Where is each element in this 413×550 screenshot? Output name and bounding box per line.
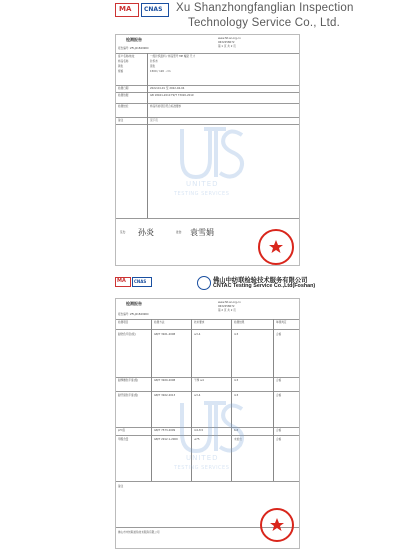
official-seal <box>258 229 294 265</box>
table-cell: GB/T 7573-2009 <box>154 429 176 432</box>
watermark-sub: TESTING SERVICES <box>174 191 230 197</box>
watermark-2 <box>168 399 248 479</box>
row-label: 规格 <box>118 70 124 73</box>
table-cell: 合格 <box>276 438 282 441</box>
col-header: 单项判定 <box>276 321 287 324</box>
table-cell: 合格 <box>276 333 282 336</box>
table-cell: 4.0-8.5 <box>194 429 204 432</box>
cnas-logo-text: CNAS <box>144 6 163 13</box>
col-header: 技术要求 <box>194 321 205 324</box>
star-icon <box>260 231 292 263</box>
row-value: 样品所检项目符合标准要求 <box>150 105 182 108</box>
banner-cn-name: 佛山中纺联检验技术服务有限公司 <box>213 277 308 284</box>
phone-text: 0632258672 <box>218 305 235 308</box>
report-number: ZFLJ2184990C <box>130 47 149 50</box>
row-label: 备注 <box>118 119 124 122</box>
cnas-logo-small <box>132 277 152 287</box>
table-cell: 合格 <box>276 394 282 397</box>
row-label: 检测依据 <box>118 94 129 97</box>
col-header: 检测方法 <box>154 321 165 324</box>
row-value: 见下页 <box>150 119 158 122</box>
row-label: 颜色 <box>118 65 124 68</box>
site-text: www.fzt.sz.org.cn <box>218 37 241 40</box>
report-number: ZFLJ2184990C <box>130 313 149 316</box>
table-cell: GB/T 2912.1-2009 <box>154 438 178 441</box>
table-cell: GB/T 3921-2008 <box>154 333 176 336</box>
cnas-logo-small-text: CNAS <box>134 279 147 284</box>
row-value: 针织布 <box>150 60 158 63</box>
report-title: 检测报告 <box>126 301 142 306</box>
cma-logo-small <box>115 277 131 287</box>
row-value: GB 18401-2010 FZ/T 73020-2019 <box>150 94 194 97</box>
table-cell: 合格 <box>276 429 282 432</box>
table-cell: 耐汗渍色牢度(级) <box>118 394 139 397</box>
page-number: 第 2 页 共 2 页 <box>218 309 236 312</box>
footer-text: 佛山市中纺联检验技术服务有限公司 <box>118 531 160 534</box>
report-title: 检测报告 <box>126 37 142 42</box>
table-cell: 合格 <box>276 379 282 382</box>
watermark <box>168 125 248 205</box>
table-cell: 耐洗色牢度(级) <box>118 333 136 336</box>
table-cell: ≤75 <box>194 438 200 441</box>
row-value: 2022-04-01 至 2022-04-04 <box>150 87 185 90</box>
row-label: 客户名称/地址 <box>118 55 135 58</box>
table-cell: GB/T 3920-2008 <box>154 379 176 382</box>
company-name-line1: Xu Shanzhongfanglian Inspection <box>176 2 354 14</box>
table-cell: ≥3-4 <box>194 333 201 336</box>
row-label: 样品名称 <box>118 60 129 63</box>
cma-logo <box>115 3 139 17</box>
watermark-text: UNITED <box>186 454 219 462</box>
table-cell: 4-5 <box>234 379 239 382</box>
banner-logo-icon <box>197 276 211 290</box>
table-cell: 耐摩擦色牢度(级) <box>118 379 139 382</box>
report-number-label: 报告编号： <box>118 47 131 50</box>
row-value: 黑色 <box>150 65 156 68</box>
phone-text: 0632258672 <box>218 41 235 44</box>
table-cell: 4-5 <box>234 394 239 397</box>
table-cell: 未检出 <box>234 438 242 441</box>
notes-label: 备注 <box>118 485 124 488</box>
table-cell: ≥3-4 <box>194 394 201 397</box>
signer-label: 签发： <box>120 231 128 234</box>
row-value: 1500 / 120 · cm <box>150 70 171 73</box>
table-cell: 干摩 ≥4 <box>194 379 204 382</box>
row-value: 一级针织面料 / 样品型号 MP 幅宽 尺寸 <box>150 55 196 58</box>
page-number: 第 1 页 共 2 页 <box>218 45 236 48</box>
col-header: 检测结果 <box>234 321 245 324</box>
table-cell: pH 值 <box>118 429 126 432</box>
approver-label: 批准： <box>176 231 184 234</box>
cma-logo-text: MA <box>119 5 132 13</box>
approver-signature: 袁雪娟 <box>190 228 214 237</box>
signer-signature: 孙炎 <box>138 228 154 237</box>
site-text: www.fzt.sz.org.cn <box>218 301 241 304</box>
col-header: 检测项目 <box>118 321 129 324</box>
table-cell: 4-5 <box>234 333 239 336</box>
watermark-text: UNITED <box>186 180 219 188</box>
banner-en-name: CNTAC Testing Service Co.,Ltd(Foshan) <box>213 283 316 289</box>
report-number-label: 报告编号： <box>118 313 131 316</box>
row-label: 检测结论 <box>118 105 129 108</box>
cma-logo-small-text: MA <box>117 278 126 284</box>
table-cell: GB/T 3922-2013 <box>154 394 176 397</box>
company-name-line2: Technology Service Co., Ltd. <box>188 17 340 29</box>
row-label: 检测日期 <box>118 87 129 90</box>
watermark-sub: TESTING SERVICES <box>174 465 230 471</box>
cnas-logo <box>141 3 169 17</box>
table-cell: 甲醛含量 <box>118 438 129 441</box>
table-cell: 6.8 <box>234 429 239 432</box>
official-seal-2 <box>260 508 294 542</box>
star-icon <box>262 510 292 540</box>
